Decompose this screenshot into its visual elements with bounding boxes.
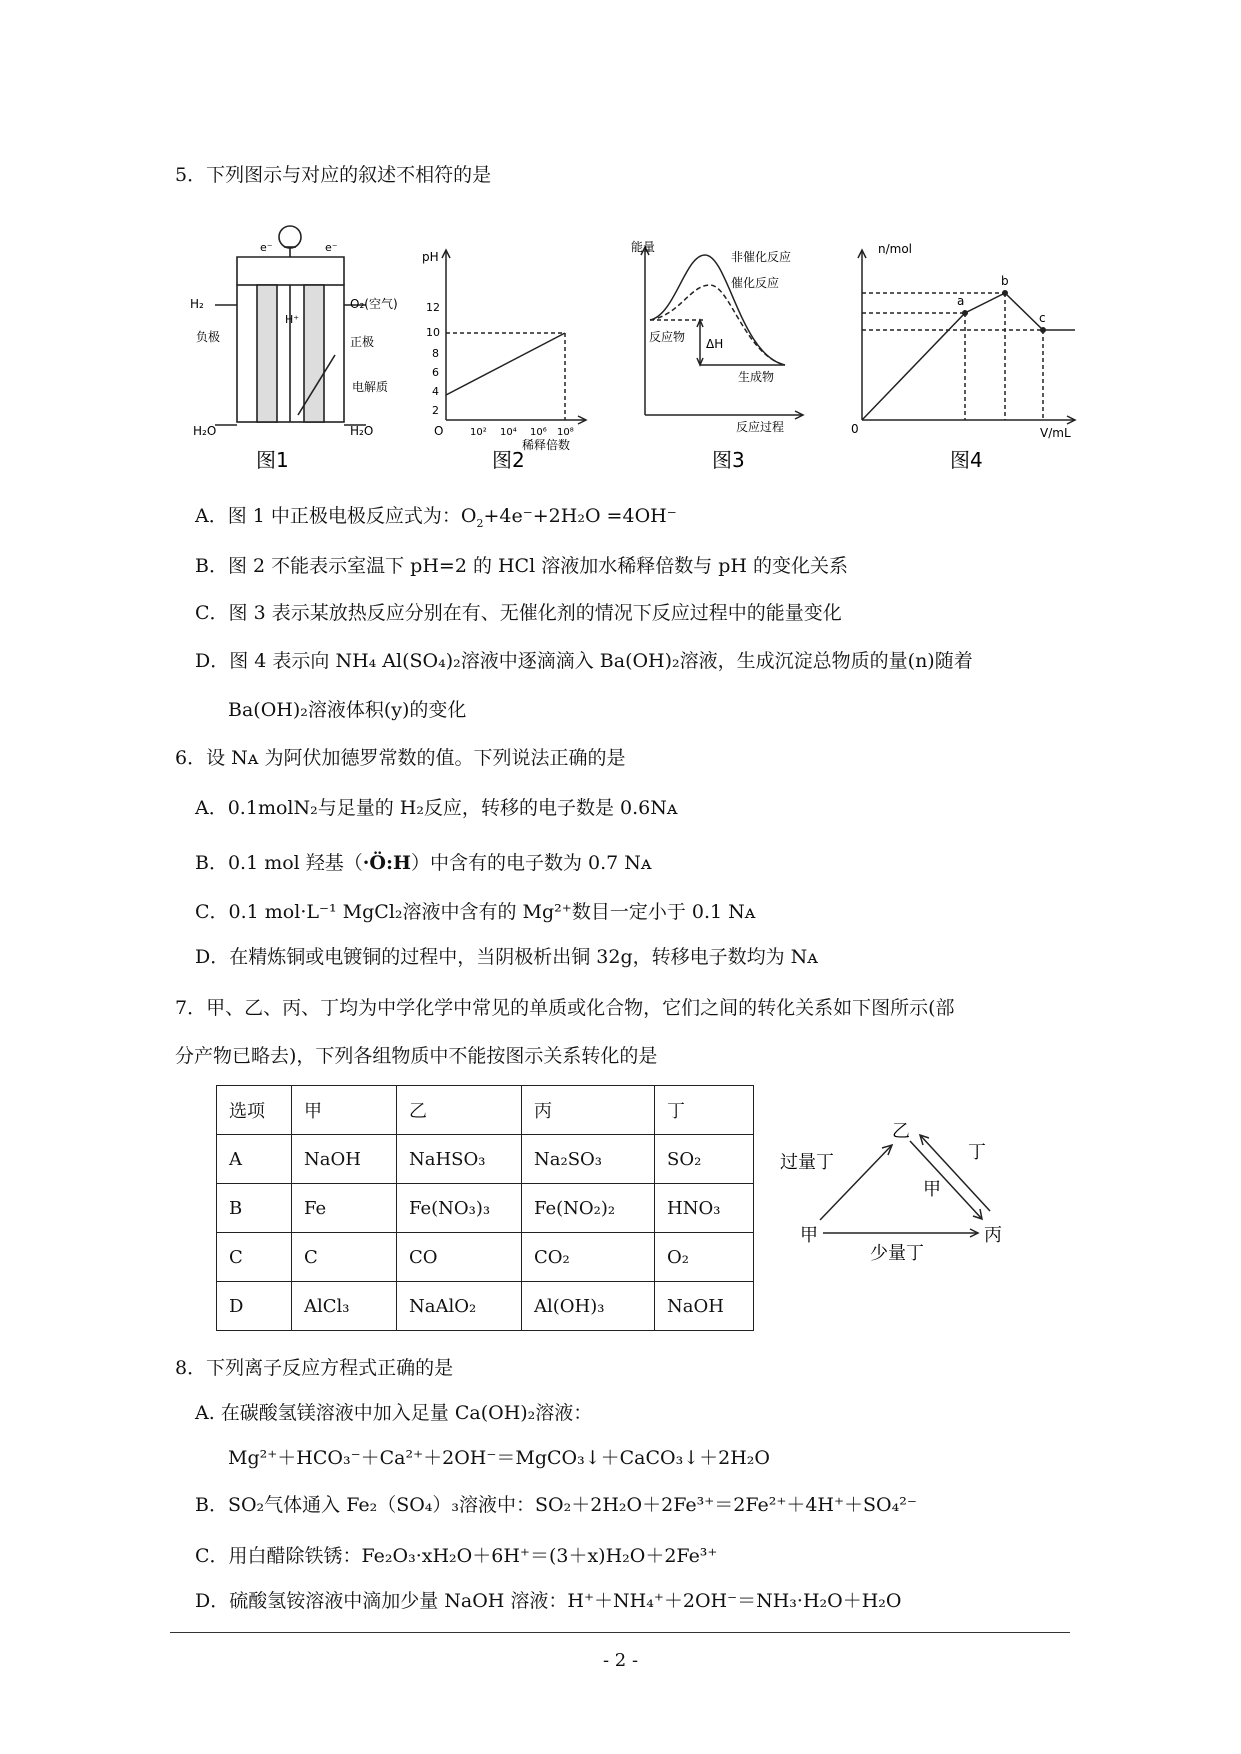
fig3-caption: 图3	[712, 448, 745, 472]
fig4-origin: 0	[851, 422, 859, 436]
q8-option-a-line1: A. 在碳酸氢镁溶液中加入足量 Ca(OH)₂溶液：	[195, 1402, 593, 1424]
q6-option-a: A．0.1molN₂与足量的 H₂反应，转移的电子数是 0.6Nᴀ	[195, 797, 678, 819]
q5-option-d-line1: D．图 4 表示向 NH₄ Al(SO₄)₂溶液中逐滴滴入 Ba(OH)₂溶液，生成沉淀总物质的量(n)随着	[195, 650, 973, 672]
fig3-reactant: 反应物	[649, 330, 686, 344]
q7-stem-line1: 7．甲、乙、丙、丁均为中学化学中常见的单质或化合物，它们之间的转化关系如下图所示(部	[175, 997, 955, 1019]
fig1-electron-left: e⁻	[260, 241, 273, 254]
table-header-cell: 丙	[522, 1086, 655, 1135]
table-cell: O₂	[655, 1233, 754, 1282]
fig2-ph-dilution	[442, 250, 586, 424]
fig4-ylabel: n/mol	[878, 242, 913, 256]
fig1-h2o-right: H₂O	[350, 424, 374, 438]
table-cell: A	[217, 1135, 292, 1184]
table-cell: D	[217, 1282, 292, 1331]
table-cell: CO₂	[522, 1233, 655, 1282]
fig1-h2: H₂	[190, 297, 204, 311]
fig2-ytick: 8	[432, 347, 439, 360]
diagram-label-excess-ding: 过量丁	[780, 1152, 834, 1173]
q5-option-a: A．图 1 中正极电极反应式为：$O_2+4e^-+2H_2O =4OH^-$	[195, 505, 677, 530]
fig2-ytick: 2	[432, 404, 439, 417]
table-row	[217, 1184, 754, 1233]
q6-option-d: D．在精炼铜或电镀铜的过程中，当阴极析出铜 32g，转移电子数均为 Nᴀ	[195, 946, 819, 968]
q6-option-b-left: B．0.1 mol 羟基（	[195, 852, 363, 874]
q7-conversion-diagram	[780, 1115, 1040, 1265]
q8-stem: 8．下列离子反应方程式正确的是	[175, 1357, 454, 1379]
q6-stem: 6．设 Nᴀ 为阿伏加德罗常数的值。下列说法正确的是	[175, 747, 626, 769]
fig2-ylabel: pH	[422, 250, 439, 264]
fig1-positive: 正极	[350, 335, 375, 349]
table-cell: NaHSO₃	[397, 1135, 522, 1184]
q5-figures	[0, 215, 1241, 475]
fig2-xtick: 10⁸	[557, 427, 574, 438]
q8-option-a-line2: Mg²⁺＋HCO₃⁻＋Ca²⁺＋2OH⁻＝MgCO₃↓＋CaCO₃↓＋2H₂O	[228, 1447, 771, 1469]
fig2-xlabel: 稀释倍数	[522, 438, 571, 452]
q5-option-a-right: +4e⁻+2H₂O =4OH⁻	[483, 505, 677, 527]
fig3-delta-h: ΔH	[706, 337, 724, 351]
q8-option-b: B．SO₂气体通入 Fe₂（SO₄）₃溶液中：SO₂＋2H₂O＋2Fe³⁺＝2Fe²⁺＋4H⁺＋SO₄²⁻	[195, 1494, 917, 1516]
fig2-xtick: 10⁴	[500, 427, 517, 438]
page-number: - 2 -	[602, 1650, 639, 1671]
fig2-ytick: 10	[426, 326, 440, 339]
table-cell: NaOH	[292, 1135, 397, 1184]
table-row	[217, 1282, 754, 1331]
diagram-node-jia: 甲	[800, 1225, 818, 1246]
fig4-point-b: b	[1001, 274, 1009, 288]
table-cell: C	[217, 1233, 292, 1282]
table-cell: Na₂SO₃	[522, 1135, 655, 1184]
fig3-curve-cat: 催化反应	[731, 276, 780, 290]
table-cell: AlCl₃	[292, 1282, 397, 1331]
q5-stem: 5．下列图示与对应的叙述不相符的是	[175, 164, 492, 186]
table-cell: NaAlO₂	[397, 1282, 522, 1331]
table-cell: HNO₃	[655, 1184, 754, 1233]
fig4-point-a: a	[957, 294, 965, 308]
table-cell: NaOH	[655, 1282, 754, 1331]
diagram-label-ding: 丁	[968, 1142, 986, 1163]
diagram-node-yi: 乙	[892, 1121, 910, 1142]
fig3-curve-noncat: 非催化反应	[731, 250, 792, 264]
table-cell: CO	[397, 1233, 522, 1282]
q6-option-b	[195, 850, 652, 876]
fig3-product: 生成物	[738, 370, 775, 384]
hydroxyl-formula: ·Ö:H	[362, 852, 411, 874]
q8-option-c: C．用白醋除铁锈：Fe₂O₃·xH₂O＋6H⁺＝(3＋x)H₂O＋2Fe³⁺	[195, 1545, 718, 1567]
table-cell: Fe	[292, 1184, 397, 1233]
fig2-ytick: 6	[432, 366, 439, 379]
table-header-cell: 丁	[655, 1086, 754, 1135]
table-row	[217, 1233, 754, 1282]
diagram-label-jia: 甲	[923, 1179, 941, 1200]
table-cell: Al(OH)₃	[522, 1282, 655, 1331]
q6-option-b-right: ）中含有的电子数为 0.7 Nᴀ	[410, 852, 652, 874]
table-header-row	[217, 1086, 754, 1135]
fig4-caption: 图4	[950, 448, 983, 472]
q7-stem-line2: 分产物已略去)，下列各组物质中不能按图示关系转化的是	[175, 1045, 658, 1067]
fig1-o2: O₂(空气)	[350, 297, 398, 311]
fig2-ytick: 12	[426, 301, 440, 314]
table-header-cell: 选项	[217, 1086, 292, 1135]
fig1-caption: 图1	[256, 448, 289, 472]
diagram-node-bing: 丙	[984, 1225, 1002, 1246]
fig2-origin: O	[434, 424, 444, 438]
table-row	[217, 1135, 754, 1184]
q7-table	[216, 1085, 754, 1331]
q5-option-a-left: A．图 1 中正极电极反应式为：O	[195, 505, 477, 527]
table-header-cell: 甲	[292, 1086, 397, 1135]
fig3-xlabel: 反应过程	[736, 420, 785, 434]
fig2-ytick: 4	[432, 385, 439, 398]
q5-option-c: C．图 3 表示某放热反应分别在有、无催化剂的情况下反应过程中的能量变化	[195, 602, 842, 624]
table-cell: C	[292, 1233, 397, 1282]
fig1-electrolyte: 电解质	[352, 380, 389, 394]
q5-option-b: B．图 2 不能表示室温下 pH=2 的 HCl 溶液加水稀释倍数与 pH 的变化关系	[195, 555, 849, 577]
fig2-xtick: 10⁶	[530, 427, 547, 438]
fig1-negative: 负极	[196, 330, 221, 344]
fig2-caption: 图2	[492, 448, 525, 472]
table-header-cell: 乙	[397, 1086, 522, 1135]
fig2-xtick: 10²	[470, 427, 487, 438]
fig1-electron-right: e⁻	[325, 241, 338, 254]
footer-divider	[170, 1632, 1070, 1633]
q8-option-d: D．硫酸氢铵溶液中滴加少量 NaOH 溶液：H⁺＋NH₄⁺＋2OH⁻＝NH₃·H₂O＋H₂O	[195, 1590, 902, 1612]
q5-option-d-line2: Ba(OH)₂溶液体积(y)的变化	[228, 699, 467, 721]
table-cell: Fe(NO₃)₃	[397, 1184, 522, 1233]
q6-option-c: C．0.1 mol·L⁻¹ MgCl₂溶液中含有的 Mg²⁺数目一定小于 0.1 Nᴀ	[195, 901, 756, 923]
table-cell: SO₂	[655, 1135, 754, 1184]
fig1-h-plus: H⁺	[285, 313, 300, 326]
table-cell: B	[217, 1184, 292, 1233]
fig4-point-c: c	[1039, 311, 1046, 325]
fig1-h2o-left: H₂O	[193, 424, 217, 438]
fig4-precipitate	[858, 250, 1075, 424]
fig3-ylabel: 能量	[631, 240, 656, 254]
fig4-xlabel: V/mL	[1040, 426, 1071, 440]
diagram-label-little-ding: 少量丁	[870, 1243, 924, 1264]
table-cell: Fe(NO₂)₂	[522, 1184, 655, 1233]
